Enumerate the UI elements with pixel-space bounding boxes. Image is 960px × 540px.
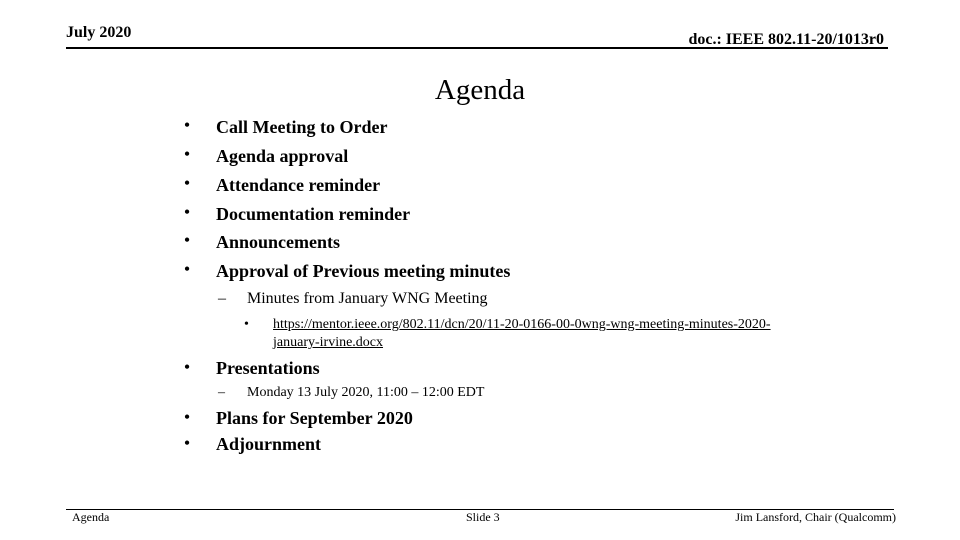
footer-slide-number: Slide 3 — [466, 510, 500, 524]
footer-author: Jim Lansford, Chair (Qualcomm) — [735, 510, 896, 524]
agenda-item: Adjournment — [216, 434, 322, 454]
agenda-item: Approval of Previous meeting minutes — [216, 261, 511, 281]
slide-title: Agenda — [434, 74, 526, 106]
bullet-icon: • — [184, 204, 190, 221]
dash-icon: – — [218, 290, 226, 307]
minutes-link[interactable]: https://mentor.ieee.org/802.11/dcn/20/11-20-0166-00-0wng-wng-meeting-minutes-2020-january-irvine.docx — [273, 317, 771, 350]
agenda-item: Agenda approval — [216, 146, 349, 166]
bullet-icon: • — [184, 146, 190, 163]
agenda-item: Announcements — [216, 232, 341, 252]
bullet-icon: • — [184, 232, 190, 249]
agenda-item: Attendance reminder — [216, 175, 381, 195]
agenda-subitem-presentations: Monday 13 July 2020, 11:00 – 12:00 EDT — [247, 385, 485, 400]
bullet-icon: • — [184, 175, 190, 192]
agenda-subitem-minutes: Minutes from January WNG Meeting — [247, 290, 488, 307]
bullet-icon: • — [184, 409, 190, 426]
footer-topic: Agenda — [72, 510, 110, 524]
bullet-icon: • — [244, 317, 249, 332]
agenda-item: Call Meeting to Order — [216, 117, 388, 137]
bullet-icon: • — [184, 435, 190, 452]
header-doc-id: doc.: IEEE 802.11-20/1013r0 — [688, 31, 884, 48]
agenda-item-presentations: Presentations — [216, 358, 320, 378]
bullet-icon: • — [184, 261, 190, 278]
header-date: July 2020 — [66, 24, 132, 41]
bullet-icon: • — [184, 359, 190, 376]
bullet-icon: • — [184, 117, 190, 134]
agenda-item: Documentation reminder — [216, 204, 411, 224]
dash-icon: – — [218, 385, 225, 400]
agenda-item: Plans for September 2020 — [216, 408, 413, 428]
